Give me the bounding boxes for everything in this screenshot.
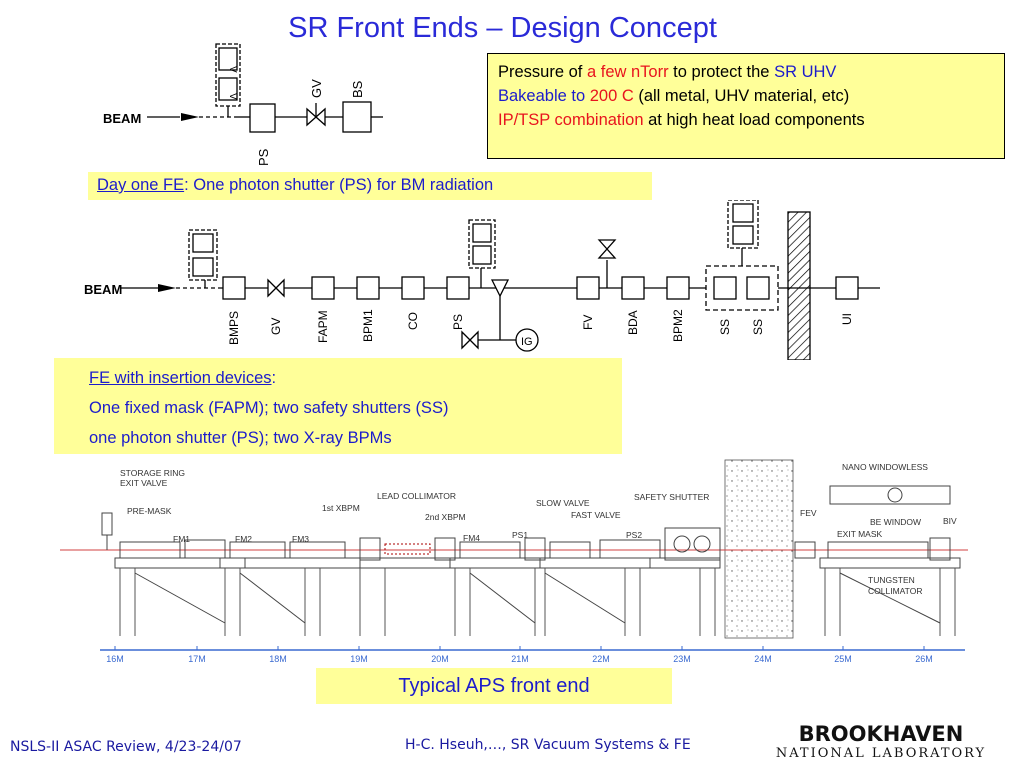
component-label: BDA [626, 310, 640, 335]
shield-wall [788, 212, 810, 360]
requirement-pressure: Pressure of a few nTorr to protect the SR UHV [498, 63, 837, 81]
xbpm2-label: 2nd XBPM [425, 512, 466, 522]
day-one-schematic [95, 38, 385, 168]
id-fe-heading[interactable]: FE with insertion devices [89, 369, 272, 387]
scale-label: 22M [592, 654, 610, 664]
concrete-wall [725, 460, 793, 638]
ig-label: IG [521, 336, 533, 348]
scale-label: 24M [754, 654, 772, 664]
scale-label: 25M [834, 654, 852, 664]
scale-label: 18M [269, 654, 287, 664]
component-label: BMPS [227, 310, 241, 345]
logo-top: BROOKHAVEN [798, 722, 964, 746]
page-title: SR Front Ends – Design Concept [288, 12, 717, 44]
scale-label: 20M [431, 654, 449, 664]
slow-valve-label: SLOW VALVE [536, 498, 590, 508]
footer-event: NSLS-II ASAC Review, 4/23-24/07 [10, 739, 242, 755]
tungsten-label: TUNGSTEN [868, 575, 915, 585]
requirements-box [487, 53, 1005, 159]
component-label: BPM1 [361, 309, 375, 342]
scale-label: 16M [106, 654, 124, 664]
fm2-label: FM2 [235, 534, 252, 544]
requirement-bakeable: Bakeable to 200 C (all metal, UHV material, etc) [498, 87, 850, 105]
pre-mask-label: PRE-MASK [127, 506, 172, 516]
fast-valve-label: FAST VALVE [571, 510, 621, 520]
collimator-label: COLLIMATOR [868, 586, 923, 596]
component-label: GV [269, 317, 283, 335]
svg-text:V: V [227, 66, 238, 73]
beam-label-2: BEAM [84, 282, 123, 297]
biv-label: BIV [943, 516, 957, 526]
beam-label-1: BEAM [103, 111, 142, 126]
exit-valve-label: EXIT VALVE [120, 478, 168, 488]
be-window-label: BE WINDOW [870, 517, 921, 527]
gv-label-1: GV [309, 79, 324, 98]
logo-bottom: NATIONAL LABORATORY [775, 746, 987, 761]
scale-label: 17M [188, 654, 206, 664]
id-fe-schematic [80, 200, 890, 360]
id-fe-box: FE with insertion devices: One fixed mask (FAPM); two safety shutters (SS) one photon shutter (PS); two X-ray BPMs [54, 358, 622, 454]
bnl-logo [770, 722, 992, 766]
storage-ring-label: STORAGE RING [120, 468, 186, 478]
aps-front-end-drawing [60, 458, 970, 668]
scale-label: 26M [915, 654, 933, 664]
component-label: SS [751, 318, 765, 335]
scale-label: 19M [350, 654, 368, 664]
safety-shutter-label: SAFETY SHUTTER [634, 492, 710, 502]
bs-label-1: BS [350, 80, 365, 98]
component-label: PS [451, 313, 465, 330]
requirement-ip-tsp: IP/TSP combination at high heat load components [498, 111, 865, 129]
fm3-label: FM3 [292, 534, 309, 544]
ps-label-1: PS [256, 148, 271, 166]
fev-label: FEV [800, 508, 817, 518]
component-label: CO [406, 312, 420, 330]
ps2-label: PS2 [626, 530, 643, 540]
nano-windowless-label: NANO WINDOWLESS [842, 462, 928, 472]
fm4-label: FM4 [463, 533, 480, 543]
component-label: UI [840, 313, 854, 325]
component-label: FV [581, 314, 595, 330]
footer-author: H-C. Hseuh,…, SR Vacuum Systems & FE [405, 737, 691, 753]
day-one-link[interactable]: Day one FE [97, 176, 185, 194]
xbpm1-label: 1st XBPM [322, 503, 360, 513]
exit-mask-label: EXIT MASK [837, 529, 883, 539]
component-label: BPM2 [671, 309, 685, 342]
component-label: FAPM [316, 310, 330, 343]
component-label: SS [718, 318, 732, 335]
fm1-label: FM1 [173, 534, 190, 544]
lead-collimator-label: LEAD COLLIMATOR [377, 491, 457, 501]
day-one-box: Day one FE: One photon shutter (PS) for BM radiation [88, 172, 652, 200]
ps1-label: PS1 [512, 530, 529, 540]
caption-box [316, 668, 672, 704]
caption: Typical APS front end [398, 675, 590, 697]
scale-label: 21M [511, 654, 529, 664]
svg-text:V: V [227, 93, 238, 100]
scale-label: 23M [673, 654, 691, 664]
